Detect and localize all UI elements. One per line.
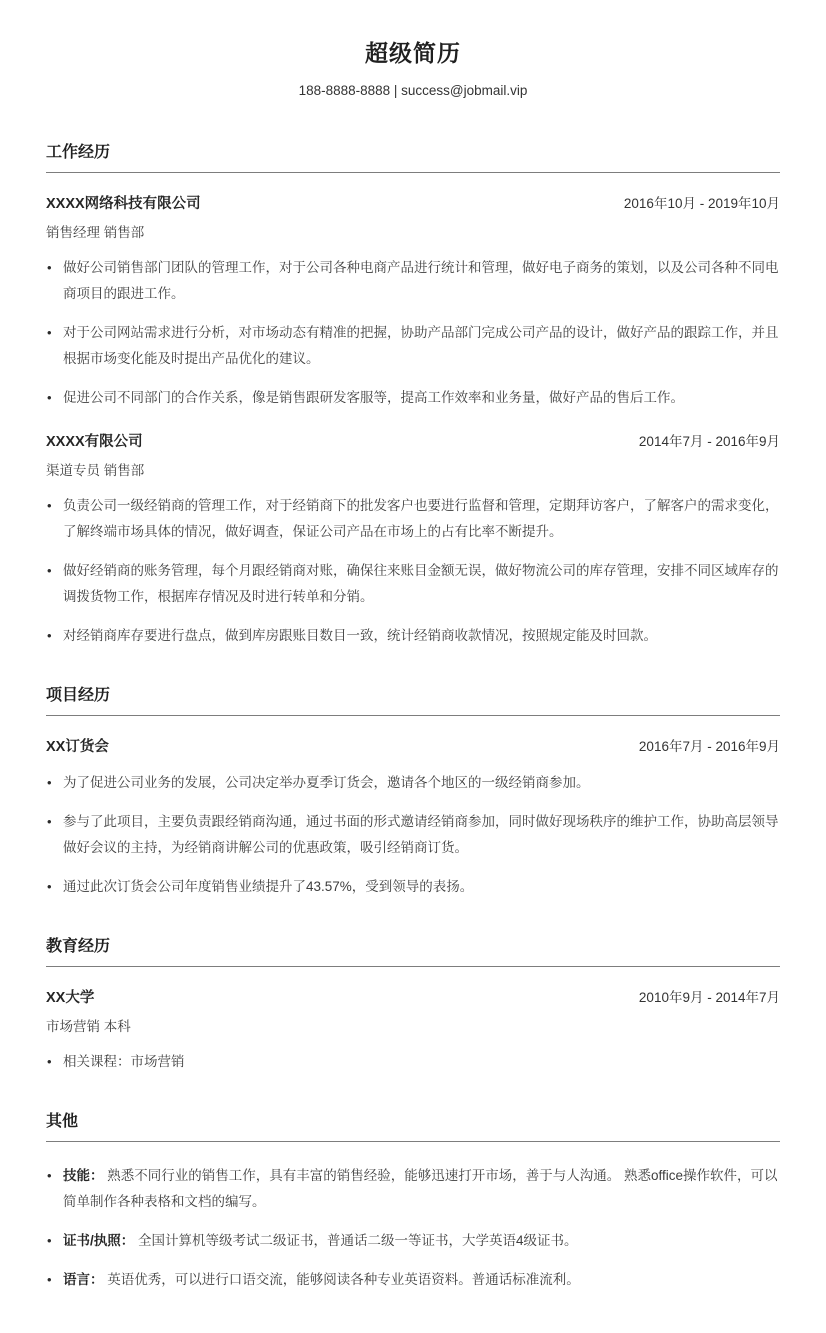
bullet-text: 对经销商库存要进行盘点，做到库房跟账目数目一致，统计经销商收款情况，按照规定能及时回款。 xyxy=(63,628,657,643)
bullet-item xyxy=(46,385,780,411)
bullet-icon: • xyxy=(47,814,52,829)
bullet-item xyxy=(46,320,780,372)
bullet-icon: • xyxy=(47,563,52,578)
bullet-text: 做好公司销售部门团队的管理工作，对于公司各种电商产品进行统计和管理，做好电子商务的策划，以及公司各种不同电商项目的跟进工作。 xyxy=(63,260,779,301)
bullet-icon: • xyxy=(47,1168,52,1183)
bullet-icon: • xyxy=(47,260,52,275)
bullet-icon: • xyxy=(47,1272,52,1287)
bullet-text: 做好经销商的账务管理，每个月跟经销商对账，确保往来账目金额无误，做好物流公司的库存管理，安排不同区域库存的调拨货物工作，根据库存情况及时进行转单和分销。 xyxy=(63,563,779,604)
bullet-item xyxy=(46,623,780,649)
entry xyxy=(46,432,780,649)
bullet-list xyxy=(46,493,780,649)
bullet-text: 相关课程：市场营销 xyxy=(63,1054,185,1069)
bullet-icon: • xyxy=(47,498,52,513)
bullet-icon: • xyxy=(47,1233,52,1248)
resume-body xyxy=(46,143,780,1293)
bullet-item xyxy=(46,770,780,796)
bullet-text: 参与了此项目，主要负责跟经销商沟通，通过书面的形式邀请经销商参加，同时做好现场秩序的维护工作，协助高层领导做好会议的主持，为经销商讲解公司的优惠政策，吸引经销商订货。 xyxy=(63,814,779,855)
bullet-item xyxy=(46,1228,780,1254)
bullet-item xyxy=(46,1267,780,1293)
resume-header xyxy=(46,38,780,101)
section-title: 其他 xyxy=(46,1112,780,1142)
section-entries xyxy=(46,194,780,649)
section xyxy=(46,937,780,1075)
entry-title: XXXX有限公司 xyxy=(46,434,143,450)
section-title: 工作经历 xyxy=(46,143,780,173)
bullet-list xyxy=(46,255,780,411)
bullet-item xyxy=(46,874,780,900)
bullet-list xyxy=(46,1163,780,1293)
entry-subtitle: 渠道专员 销售部 xyxy=(46,463,145,478)
section xyxy=(46,1112,780,1293)
bullet-text: 对于公司网站需求进行分析，对市场动态有精准的把握，协助产品部门完成公司产品的设计，做好产品的跟踪工作，并且根据市场变化能及时提出产品优化的建议。 xyxy=(63,325,779,366)
bullet-icon: • xyxy=(47,879,52,894)
bullet-text: 英语优秀，可以进行口语交流，能够阅读各种专业英语资料。普通话标准流利。 xyxy=(107,1272,580,1287)
entry-title: XXXX网络科技有限公司 xyxy=(46,196,201,212)
resume-title: 超级简历 xyxy=(365,40,461,66)
section xyxy=(46,143,780,649)
section-entries xyxy=(46,988,780,1075)
entry-date: 2016年7月 - 2016年9月 xyxy=(638,739,780,754)
entry-header xyxy=(46,988,780,1008)
entry xyxy=(46,988,780,1075)
bullet-text: 通过此次订货会公司年度销售业绩提升了43.57%，受到领导的表扬。 xyxy=(63,879,474,894)
contact-line: 188-8888-8888 | success@jobmail.vip xyxy=(298,83,528,98)
bullet-icon: • xyxy=(47,1054,52,1069)
entry-header xyxy=(46,432,780,452)
section-title: 项目经历 xyxy=(46,686,780,716)
bullet-text: 负责公司一级经销商的管理工作，对于经销商下的批发客户也要进行监督和管理，定期拜访客户，了解客户的需求变化，了解终端市场具体的情况，做好调查，保证公司产品在市场上的占有比率不断提升。 xyxy=(63,498,779,539)
entry-title: XX订货会 xyxy=(46,739,109,755)
bullet-item xyxy=(46,1163,780,1215)
bullet-text: 为了促进公司业务的发展，公司决定举办夏季订货会，邀请各个地区的一级经销商参加。 xyxy=(63,775,590,790)
section-entries xyxy=(46,1163,780,1293)
bullet-label: 语言： xyxy=(63,1272,104,1287)
bullet-text: 全国计算机等级考试二级证书，普通话二级一等证书，大学英语4级证书。 xyxy=(138,1233,578,1248)
entry-header xyxy=(46,194,780,214)
bullet-label: 证书/执照： xyxy=(63,1233,135,1248)
entry xyxy=(46,737,780,900)
bullet-list xyxy=(46,1049,780,1075)
entry-date: 2010年9月 - 2014年7月 xyxy=(638,990,780,1005)
bullet-text: 熟悉不同行业的销售工作，具有丰富的销售经验，能够迅速打开市场，善于与人沟通。 熟悉office操作软件，可以简单制作各种表格和文档的编写。 xyxy=(63,1168,778,1209)
bullet-icon: • xyxy=(47,390,52,405)
bullet-item xyxy=(46,809,780,861)
entry-date: 2016年10月 - 2019年10月 xyxy=(623,196,780,211)
bullet-icon: • xyxy=(47,628,52,643)
entry-subtitle: 市场营销 本科 xyxy=(46,1019,131,1034)
bullet-icon: • xyxy=(47,325,52,340)
section xyxy=(46,686,780,900)
bullet-item xyxy=(46,558,780,610)
bullet-item xyxy=(46,255,780,307)
entry xyxy=(46,194,780,411)
bullet-item xyxy=(46,1049,780,1075)
bullet-text: 促进公司不同部门的合作关系，像是销售跟研发客服等，提高工作效率和业务量，做好产品的售后工作。 xyxy=(63,390,684,405)
bullet-list xyxy=(46,770,780,900)
bullet-label: 技能： xyxy=(63,1168,104,1183)
bullet-icon: • xyxy=(47,775,52,790)
entry-date: 2014年7月 - 2016年9月 xyxy=(638,434,780,449)
entry-title: XX大学 xyxy=(46,990,95,1006)
bullet-item xyxy=(46,493,780,545)
section-title: 教育经历 xyxy=(46,937,780,967)
entry-header xyxy=(46,737,780,757)
entry xyxy=(46,1163,780,1293)
section-entries xyxy=(46,737,780,900)
entry-subtitle: 销售经理 销售部 xyxy=(46,225,145,240)
